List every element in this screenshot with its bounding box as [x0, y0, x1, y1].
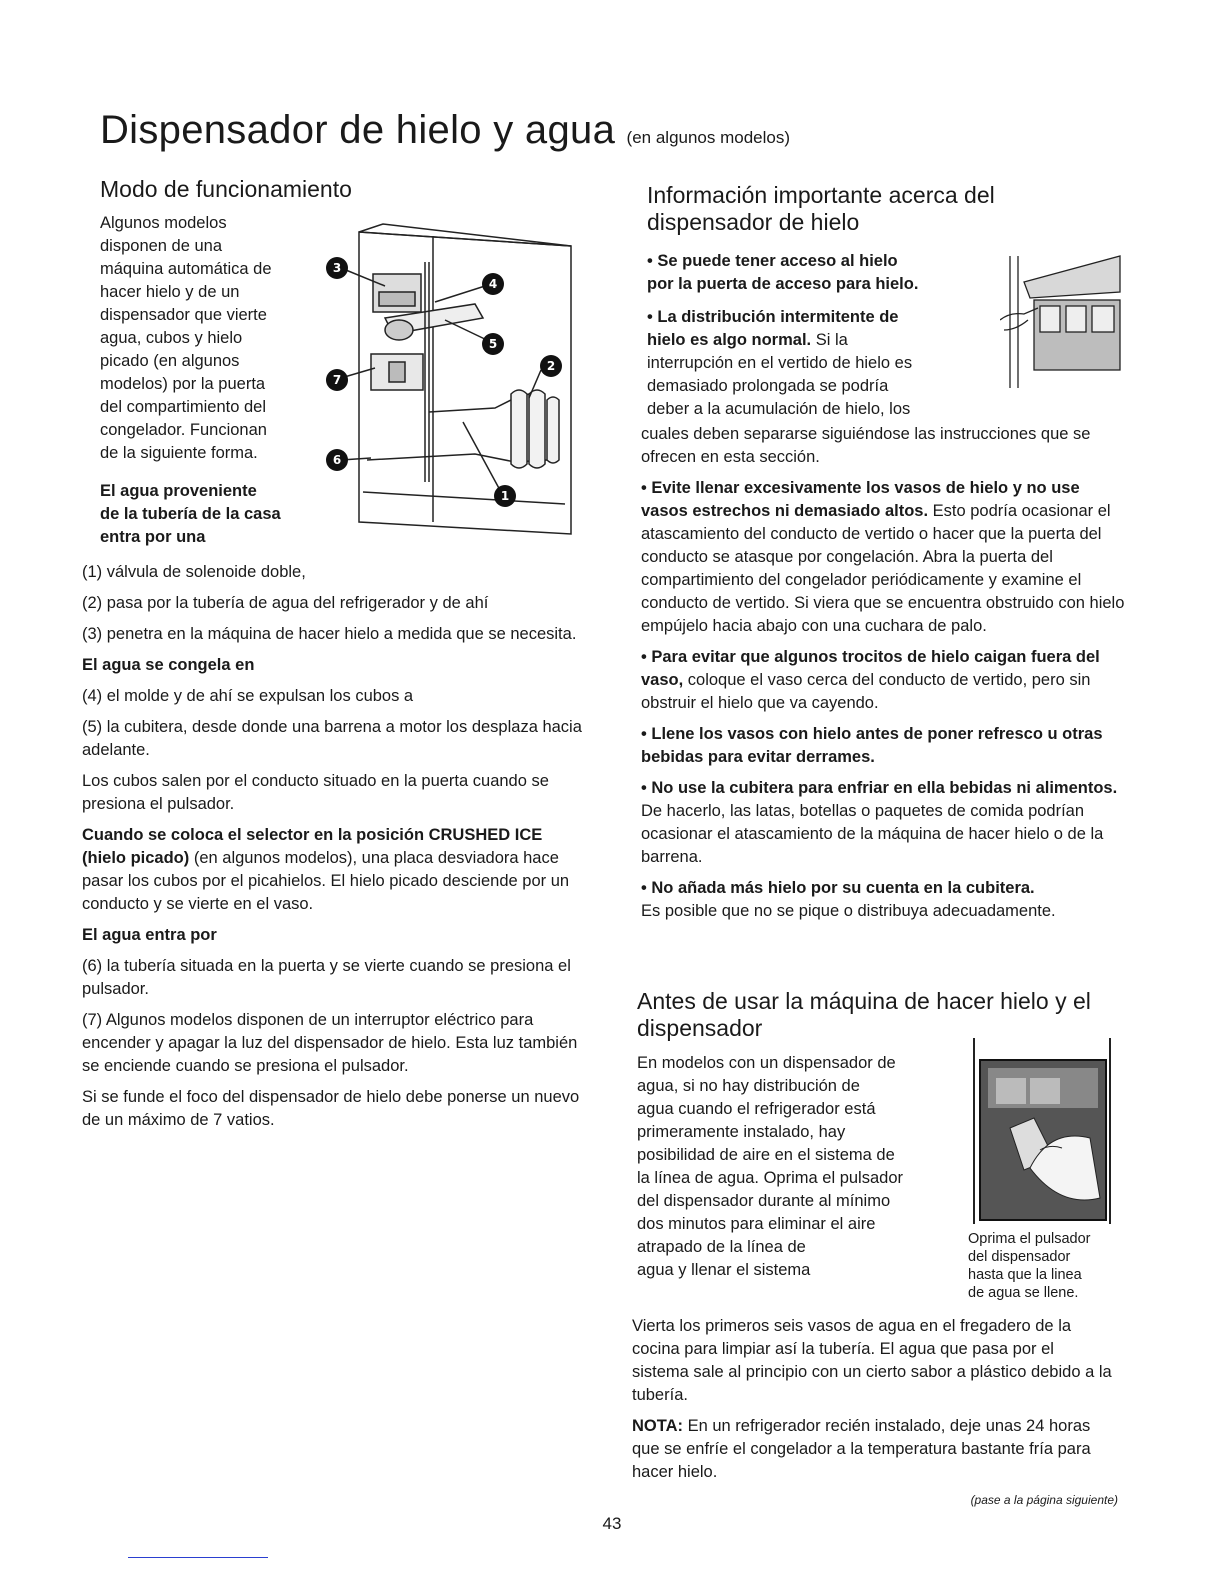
crushed-text: (en algunos modelos), una placa desviadora hace pasar los cubos por el picahielos. El hielo picado desciende por un conducto y se vierte en el vaso.	[82, 849, 570, 913]
bullet-7-text: Es posible que no se pique o distribuya adecuadamente.	[641, 902, 1056, 920]
before-line: del dispensador durante al mínimo	[637, 1192, 891, 1210]
heading-line: dispensador de hielo	[647, 209, 860, 235]
bullet-2-line: deber a la acumulación de hielo, los	[647, 400, 911, 418]
before-text	[637, 1052, 967, 1282]
step-2: (2) pasa por la tubería de agua del refrigerador y de ahí	[82, 594, 489, 612]
section-heading-modo: Modo de funcionamiento	[100, 176, 352, 202]
step-7: (7) Algunos modelos disponen de un interruptor eléctrico para encender y apagar la luz del dispensador de hielo. Esta luz también se enciende cuando se presiona el pulsador.	[82, 1011, 578, 1075]
intro-line: congelador. Funcionan	[100, 421, 267, 439]
bullet-6	[641, 777, 1127, 869]
before-line: agua, si no hay distribución de	[637, 1077, 860, 1095]
before-line: posibilidad de aire en el sistema de	[637, 1146, 895, 1164]
before-line: la línea de agua. Oprima el pulsador	[637, 1169, 903, 1187]
bullet-2-rest: cuales deben separarse siguiéndose las instrucciones que se ofrecen en esta sección.	[641, 425, 1091, 466]
note-label: NOTA:	[632, 1417, 684, 1435]
intro-line: máquina automática de	[100, 260, 272, 278]
callout-6: 6	[332, 453, 342, 467]
bullet-4-bold: • Para evitar que algunos trocitos de hielo caigan fuera del vaso,	[641, 648, 1100, 689]
intro-line: disponen de una	[100, 237, 223, 255]
caption-line: Oprima el pulsador	[968, 1231, 1091, 1247]
bulb-text: Si se funde el foco del dispensador de hielo debe ponerse un nuevo de un máximo de 7 vatios.	[82, 1088, 580, 1129]
bullet-3	[641, 477, 1127, 638]
before-line: agua cuando el refrigerador está	[637, 1100, 876, 1118]
intro-line: de la siguiente forma.	[100, 444, 258, 462]
step-5: (5) la cubitera, desde donde una barrena a motor los desplaza hacia adelante.	[82, 718, 582, 759]
flush-text: Vierta los primeros seis vasos de agua en el fregadero de la cocina para limpiar así la tubería. El agua que pasa por el sistema sale al principio con un cierto sabor a plástico debido a la tubería.	[632, 1317, 1112, 1404]
section-heading-antes	[637, 988, 1137, 1042]
bullet-2	[647, 306, 977, 421]
cubes-text: Los cubos salen por el conducto situado en la puerta cuando se presiona el pulsador.	[82, 772, 549, 813]
bullet-1-line: • Se puede tener acceso al hielo	[647, 252, 898, 270]
continue-note: (pase a la página siguiente)	[970, 1493, 1118, 1507]
title-main: Dispensador de hielo y agua	[100, 108, 616, 152]
step-1: (1) válvula de solenoide doble,	[82, 563, 306, 581]
bullet-7	[641, 877, 1127, 923]
callout-7: 7	[332, 373, 342, 387]
step-4: (4) el molde y de ahí se expulsan los cubos a	[82, 687, 414, 705]
before-line: agua y llenar el sistema	[637, 1261, 811, 1279]
bullet-6-text: De hacerlo, las latas, botellas o paquetes de comida podrían ocasionar el atascamiento de la máquina de hacer hielo o de la barrena.	[641, 802, 1104, 866]
bullet-1-line: por la puerta de acceso para hielo.	[647, 275, 919, 293]
callout-5: 5	[488, 337, 498, 351]
page-number: 43	[602, 1514, 622, 1533]
caption-line: de agua se llene.	[968, 1285, 1079, 1301]
bullet-2-bold-line: hielo es algo normal.	[647, 331, 812, 349]
bullet-5: • Llene los vasos con hielo antes de poner refresco u otras bebidas para evitar derrames.	[641, 725, 1103, 766]
water-heading-line: de la tubería de la casa	[100, 505, 281, 523]
callout-1: 1	[500, 489, 510, 503]
heading-line: Información importante acerca del	[647, 182, 995, 208]
before-line: primeramente instalado, hay	[637, 1123, 846, 1141]
bullet-4	[641, 646, 1127, 715]
bullet-2-text: Si la	[811, 331, 848, 349]
water-enters-heading: El agua entra por	[82, 926, 217, 944]
section-heading-info	[647, 182, 1127, 236]
heading2-line: dispensador	[637, 1015, 763, 1041]
left-body	[82, 561, 582, 1140]
bullet-2-bold-line: • La distribución intermitente de	[647, 308, 899, 326]
title-qualifier: (en algunos modelos)	[626, 128, 791, 147]
step-3: (3) penetra en la máquina de hacer hielo a medida que se necesita.	[82, 625, 577, 643]
before-line: En modelos con un dispensador de	[637, 1054, 896, 1072]
photo-caption	[968, 1230, 1124, 1302]
bullet-2-line: demasiado prolongada se podría	[647, 377, 889, 395]
step-6: (6) la tubería situada en la puerta y se vierte cuando se presiona el pulsador.	[82, 957, 571, 998]
callout-3: 3	[332, 261, 342, 275]
page-title	[100, 108, 790, 153]
intro-line: agua, cubos y hielo	[100, 329, 243, 347]
note-paragraph	[632, 1415, 1112, 1484]
before-line: atrapado de la línea de	[637, 1238, 806, 1256]
water-heading-line: entra por una	[100, 528, 206, 546]
water-heading-line: El agua proveniente	[100, 482, 257, 500]
crushed-paragraph	[82, 824, 582, 916]
bullet-7-bold: • No añada más hielo por su cuenta en la cubitera.	[641, 879, 1035, 897]
bullet-4-text: coloque el vaso cerca del conducto de vertido, pero sin obstruir el hielo que va cayendo.	[641, 671, 1091, 712]
caption-line: hasta que la linea	[968, 1267, 1082, 1283]
crushed-bold: Cuando se coloca el selector en la posición CRUSHED ICE (hielo picado)	[82, 826, 543, 867]
note-text: En un refrigerador recién instalado, deje unas 24 horas que se enfríe el congelador a la temperatura bastante fría para hacer hielo.	[632, 1417, 1091, 1481]
intro-text	[100, 212, 340, 465]
flush-and-note	[632, 1315, 1112, 1492]
footer-rule	[128, 1557, 268, 1558]
bullet-2-line: interrupción en el vertido de hielo es	[647, 354, 913, 372]
refrigerator-diagram	[315, 222, 585, 542]
callout-4: 4	[488, 277, 498, 291]
bullet-1	[647, 250, 992, 296]
caption-line: del dispensador	[968, 1249, 1071, 1265]
intro-line: dispensador que vierte	[100, 306, 267, 324]
before-line: dos minutos para eliminar el aire	[637, 1215, 876, 1233]
callout-2: 2	[546, 359, 556, 373]
dispenser-photo	[970, 1038, 1116, 1224]
intro-line: del compartimiento del	[100, 398, 266, 416]
heading2-line: Antes de usar la máquina de hacer hielo y el	[637, 988, 1091, 1014]
intro-line: picado (en algunos	[100, 352, 240, 370]
bullet-3-text: Esto podría ocasionar el atascamiento del conducto de vertido o hacer que la puerta del conducto se atasque por congelación. Abra la puerta del compartimiento del congelador periódicamente y examine el conducto de vertido. Si viera que se encuentra obstruido con hielo empújelo hacia abajo con una cuchara de palo.	[641, 502, 1125, 635]
intro-line: hacer hielo y de un	[100, 283, 240, 301]
intro-line: Algunos modelos	[100, 214, 227, 232]
freeze-heading: El agua se congela en	[82, 656, 255, 674]
right-body	[641, 423, 1127, 923]
intro-line: modelos) por la puerta	[100, 375, 266, 393]
ice-door-illustration	[1000, 248, 1124, 390]
bullet-3-bold: • Evite llenar excesivamente los vasos de hielo y no use vasos estrechos ni demasiado altos.	[641, 479, 1080, 520]
bullet-6-bold: • No use la cubitera para enfriar en ella bebidas ni alimentos.	[641, 779, 1118, 797]
